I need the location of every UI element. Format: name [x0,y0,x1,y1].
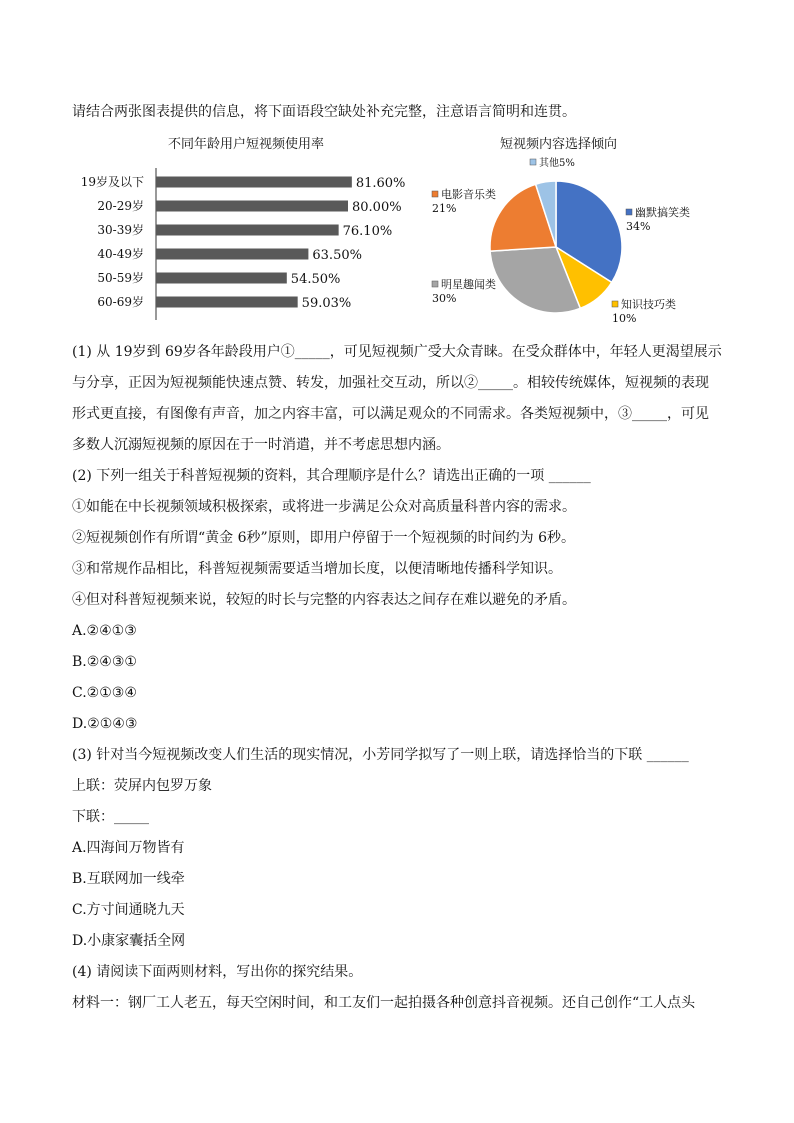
q3-option-d: D.小康家囊括全网 [72,933,186,949]
pie-chart-title: 短视频内容选择倾向 [500,137,618,152]
q3-stem: (3) 针对当今短视频改变人们生活的现实情况，小芳同学拟写了一则上联，请选择恰当的下联 ______ [72,747,689,763]
pie-label-percent: 10% [612,312,637,325]
q1-line: 与分享，正因为短视频能快速点赞、转发，加强社交互动，所以②_____。相较传统媒体，短视频的表现 [72,375,709,391]
q1-line: 多数人沉溺短视频的原因在于一时消遣，并不考虑思想内涵。 [72,437,450,453]
q3-option-c: C.方寸间通晓九天 [72,902,185,918]
bar-value-label: 59.03% [301,296,352,311]
q3-upper-couplet: 上联：荧屏内包罗万象 [72,778,212,794]
q1-line: (1) 从 19岁到 69岁各年龄段用户①_____，可见短视频广受大众青睐。在受众群体中，年轻人更渴望展示 [72,344,722,360]
pie-label-name: 明星趣闻类 [441,278,496,291]
q2-item: ④但对科普短视频来说，较短的时长与完整的内容表达之间存在难以避免的矛盾。 [72,592,576,608]
q3-lower-couplet: 下联：_____ [72,809,149,825]
legend-marker [626,209,632,215]
pie-label-name: 知识技巧类 [621,298,676,311]
pie-label-percent: 34% [626,220,651,233]
pie-label-name: 幽默搞笑类 [635,206,690,219]
pie-label-name: 电影音乐类 [441,188,496,201]
bar [156,273,287,284]
bar-value-label: 76.10% [342,224,393,239]
bar-value-label: 54.50% [290,272,341,287]
intro-text: 请结合两张图表提供的信息，将下面语段空缺处补充完整，注意语言简明和连贯。 [72,104,576,120]
bar-chart-title: 不同年龄用户短视频使用率 [168,137,325,152]
bar-category-label: 40-49岁 [97,247,144,261]
pie-label: 其他5% [539,158,575,169]
q4-material-1: 材料一：钢厂工人老五，每天空闲时间，和工友们一起拍摄各种创意抖音视频。还自己创作“工人点头 [72,995,696,1011]
bar [156,201,348,212]
bar [156,297,298,308]
legend-marker [432,281,438,287]
q2-option-b: B.②④③① [72,654,137,670]
legend-marker [432,191,438,197]
legend-marker [612,301,618,307]
pie-chart [420,152,720,332]
q2-option-d: D.②①④③ [72,716,138,732]
q2-option-a: A.②④①③ [72,623,137,639]
pie-label-percent: 21% [432,202,457,215]
q2-option-c: C.②①③④ [72,685,137,701]
q3-option-a: A.四海间万物皆有 [72,840,185,856]
bar-category-label: 20-29岁 [97,199,144,213]
pie-label-percent: 30% [432,292,457,305]
bar-value-label: 63.50% [312,248,362,263]
bar-category-label: 30-39岁 [97,223,144,237]
bar-chart [66,160,406,330]
q2-stem: (2) 下列一组关于科普短视频的资料，其合理顺序是什么？请选出正确的一项 ______ [72,468,591,484]
bar-value-label: 81.60% [355,176,406,191]
bar [156,249,308,260]
q2-item: ③和常规作品相比，科普短视频需要适当增加长度，以便清晰地传播科学知识。 [72,561,562,577]
q3-option-b: B.互联网加一线牵 [72,871,185,887]
bar [156,177,352,188]
q1-line: 形式更直接，有图像有声音，加之内容丰富，可以满足观众的不同需求。各类短视频中，③_____，可见 [72,406,709,422]
q2-item: ①如能在中长视频领域积极探索，或将进一步满足公众对高质量科普内容的需求。 [72,499,576,515]
q4-stem: (4) 请阅读下面两则材料，写出你的探究结果。 [72,964,363,980]
bar-value-label: 80.00% [352,200,402,215]
bar-category-label: 19岁及以下 [80,175,144,189]
bar-category-label: 50-59岁 [97,271,144,285]
bar [156,225,339,236]
bar-category-label: 60-69岁 [97,295,144,309]
legend-marker [530,159,536,165]
q2-item: ②短视频创作有所谓“黄金 6秒”原则，即用户停留于一个短视频的时间约为 6秒。 [72,530,576,546]
